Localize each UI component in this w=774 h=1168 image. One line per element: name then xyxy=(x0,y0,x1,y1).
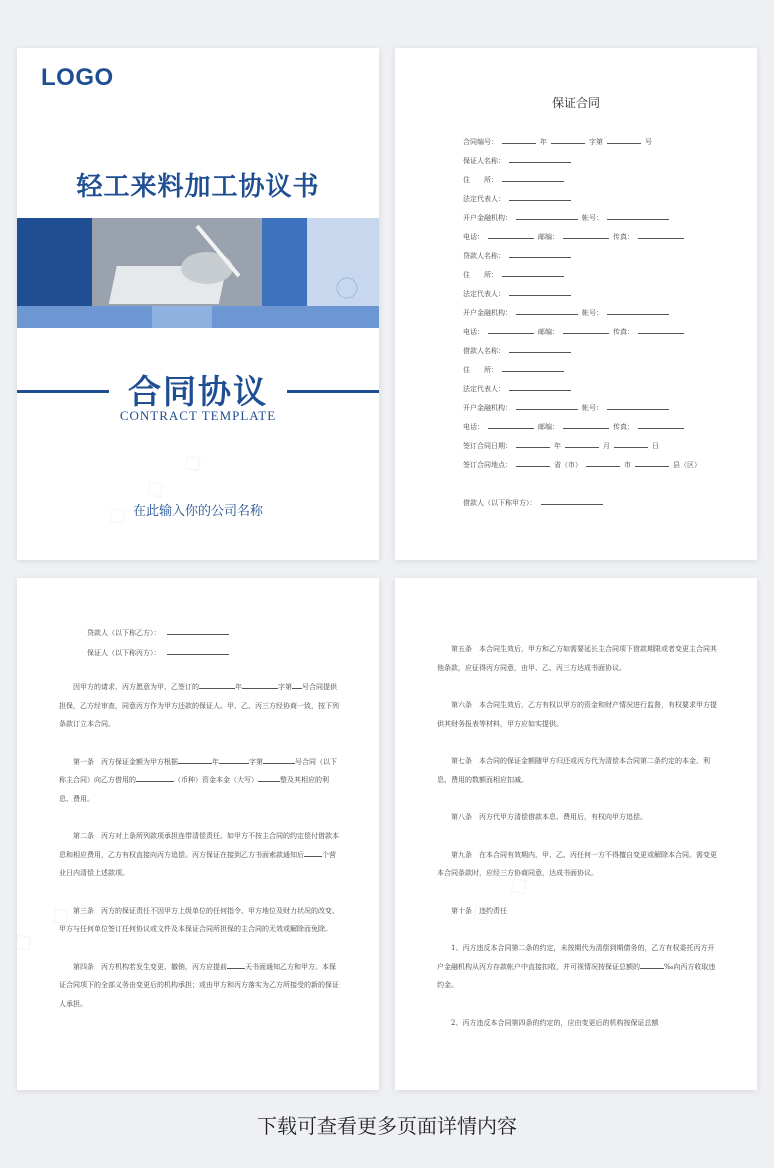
contract-form-page xyxy=(395,48,757,560)
form-label: 日 xyxy=(652,442,659,450)
form-row xyxy=(463,230,688,242)
form-row xyxy=(463,249,575,261)
form-label: 开户金融机构： xyxy=(463,404,512,412)
form-label: 帐号： xyxy=(582,404,603,412)
form-label: 月 xyxy=(603,442,610,450)
article-1: 第一条 丙方保证金额为甲方根据 年 字第 号合同（以下称主合同）向乙方借用的 （币种）资金本金（大写） 整及其相应的利息、费用。 xyxy=(59,753,341,809)
form-row xyxy=(463,439,659,451)
form-label: 住 所： xyxy=(463,366,498,374)
form-row xyxy=(463,458,701,470)
form-row xyxy=(463,306,673,318)
form-blank[interactable] xyxy=(509,192,571,201)
article-5: 第五条 本合同生效后，甲方和乙方如需要延长主合同项下借款期限或者变更主合同其他条款，应征得丙方同意，由甲、乙、丙三方达成书面协议。 xyxy=(437,645,717,672)
form-blank[interactable] xyxy=(563,230,609,239)
form-blank[interactable] xyxy=(502,135,536,144)
form-row xyxy=(463,192,575,204)
article-8: 第八条 丙方代甲方清偿借款本息、费用后，有权向甲方追偿。 xyxy=(451,813,647,821)
form-blank[interactable] xyxy=(509,382,571,391)
company-name-placeholder: 在此输入你的公司名称 xyxy=(132,504,263,519)
form-blank[interactable] xyxy=(509,249,571,258)
form-blank[interactable] xyxy=(607,306,669,315)
cover-subtitle-en: CONTRACT TEMPLATE xyxy=(119,408,277,423)
form-row xyxy=(463,363,568,375)
form-blank[interactable] xyxy=(607,401,669,410)
article-4: 第四条 丙方机构若发生变更、撤销，丙方应提前 天书面通知乙方和甲方。本保证合同项下的全部义务由变更后的机构承担；或由甲方和丙方落实为乙方所接受的新的保证人承担。 xyxy=(59,958,341,1014)
form-label: 帐号： xyxy=(582,214,603,222)
footer-text: 下载可查看更多页面详情内容 xyxy=(257,1114,517,1138)
form-label: 号 xyxy=(645,138,652,146)
lender-line: 贷款人（以下称乙方）： xyxy=(87,626,229,638)
cover-banner-image xyxy=(17,218,379,328)
form-blank[interactable] xyxy=(502,173,564,182)
form-blank[interactable] xyxy=(638,230,684,239)
form-label: 法定代表人： xyxy=(463,195,505,203)
form-blank[interactable] xyxy=(509,287,571,296)
form-blank[interactable] xyxy=(541,496,603,505)
preamble: 因甲方的请求，丙方愿意为甲、乙签订的 年 字第 号合同提供担保，乙方经审查，同意丙方作为甲方还款的保证人。甲、乙、丙三方经协商一致，按下列条款订立本合同。 xyxy=(59,678,341,734)
form-label: 省（市） xyxy=(554,461,582,469)
form-blank[interactable] xyxy=(614,439,648,448)
cover-subtitle: 合同协议 xyxy=(128,372,268,411)
form-row xyxy=(463,401,673,413)
cover-page xyxy=(17,48,379,560)
page-title: 保证合同 xyxy=(551,96,600,110)
form-blank[interactable] xyxy=(516,211,578,220)
form-blank[interactable] xyxy=(607,211,669,220)
form-blank[interactable] xyxy=(563,325,609,334)
form-blank[interactable] xyxy=(509,154,571,163)
guarantor-line: 保证人（以下称丙方）： xyxy=(87,646,229,658)
form-blank[interactable] xyxy=(516,401,578,410)
form-label: 合同编号： xyxy=(463,138,498,146)
form-label: 传真： xyxy=(613,328,634,336)
article-7: 第七条 本合同的保证金额随甲方归还或丙方代为清偿本合同第二条约定的本金、利息、费用的数额而相应扣减。 xyxy=(437,757,710,784)
form-blank[interactable] xyxy=(607,135,641,144)
form-label: 电话： xyxy=(463,328,484,336)
form-row xyxy=(463,268,568,280)
form-row xyxy=(463,496,607,508)
form-blank[interactable] xyxy=(488,420,534,429)
form-label: 签订合同地点： xyxy=(463,461,512,469)
contract-page-2 xyxy=(17,578,379,1090)
contract-page-3 xyxy=(395,578,757,1090)
logo: LOGO xyxy=(41,64,114,91)
form-row xyxy=(463,211,673,223)
form-blank[interactable] xyxy=(509,344,571,353)
form-blank[interactable] xyxy=(516,458,550,467)
form-row xyxy=(463,325,688,337)
form-label: 签订合同日期： xyxy=(463,442,512,450)
form-label: 法定代表人： xyxy=(463,385,505,393)
form-row xyxy=(463,154,575,166)
item-1: 1、丙方违反本合同第二条的约定，未按期代为清偿到期债务的，乙方有权委托丙方开户金融机构从丙方存款帐户中直接扣收，并可视情况按保证总额的 ‰向丙方收取违约金。 xyxy=(437,944,716,989)
article-9: 第九条 在本合同有效期内，甲、乙、丙任何一方不得擅自变更或解除本合同。需变更本合同条款时，应经三方协商同意，达成书面协议。 xyxy=(437,850,717,877)
form-label: 传真： xyxy=(613,423,634,431)
form-label: 法定代表人： xyxy=(463,290,505,298)
form-label: 住 所： xyxy=(463,176,498,184)
form-label: 借款人（以下称甲方）： xyxy=(463,499,537,507)
cover-title: 轻工来料加工协议书 xyxy=(76,172,320,202)
form-label: 邮编： xyxy=(538,233,559,241)
form-blank[interactable] xyxy=(638,420,684,429)
form-label: 年 xyxy=(540,138,547,146)
form-blank[interactable] xyxy=(502,363,564,372)
form-label: 传真： xyxy=(613,233,634,241)
form-blank[interactable] xyxy=(488,230,534,239)
form-row xyxy=(463,173,568,185)
form-row xyxy=(463,344,575,356)
form-label: 年 xyxy=(554,442,561,450)
article-10: 第十条 违约责任 xyxy=(451,906,507,915)
form-label: 县（区） xyxy=(673,461,701,469)
contract-body xyxy=(437,640,719,1051)
form-blank[interactable] xyxy=(565,439,599,448)
article-2: 第二条 丙方对上条所列款项承担连带清偿责任。如甲方不按主合同的约定偿付借款本息和相应费用，乙方有权直接向丙方追偿。丙方保证在接到乙方书面索款通知后 个营业日内清偿上述款项。 xyxy=(59,832,339,877)
form-label: 开户金融机构： xyxy=(463,309,512,317)
form-blank[interactable] xyxy=(502,268,564,277)
item-2: 2、丙方违反本合同第四条的约定的，应由变更后的机构按保证总额 xyxy=(451,1018,659,1027)
form-label: 字第 xyxy=(589,138,603,146)
form-label: 电话： xyxy=(463,233,484,241)
form-label: 邮编： xyxy=(538,328,559,336)
form-label: 贷款人名称： xyxy=(463,252,505,260)
form-label: 借款人名称： xyxy=(463,347,505,355)
form-label: 住 所： xyxy=(463,271,498,279)
form-label: 电话： xyxy=(463,423,484,431)
form-row xyxy=(463,420,688,432)
form-label: 保证人名称： xyxy=(463,157,505,165)
form-blank[interactable] xyxy=(635,458,669,467)
form-blank[interactable] xyxy=(586,458,620,467)
form-row xyxy=(463,287,575,299)
form-blank[interactable] xyxy=(563,420,609,429)
form-label: 邮编： xyxy=(538,423,559,431)
form-row xyxy=(463,135,652,147)
article-3: 第三条 丙方的保证责任不因甲方上级单位的任何指令、甲方地位及财力状况的改变、甲方与任何单位签订任何协议或文件及本保证合同所担保的主合同的无效或解除而免除。 xyxy=(59,906,339,933)
form-label: 开户金融机构： xyxy=(463,214,512,222)
form-blank[interactable] xyxy=(516,306,578,315)
form-label: 帐号： xyxy=(582,309,603,317)
form-blank[interactable] xyxy=(488,325,534,334)
form-label: 市 xyxy=(624,461,631,469)
form-blank[interactable] xyxy=(551,135,585,144)
contract-body xyxy=(59,678,341,1032)
article-6: 第六条 本合同生效后，乙方有权以甲方的资金和财产情况进行监督，有权要求甲方提供其财务报表等材料，甲方应如实提供。 xyxy=(437,701,717,728)
form-blank[interactable] xyxy=(516,439,550,448)
form-blank[interactable] xyxy=(638,325,684,334)
form-row xyxy=(463,382,575,394)
watermark xyxy=(97,439,210,534)
